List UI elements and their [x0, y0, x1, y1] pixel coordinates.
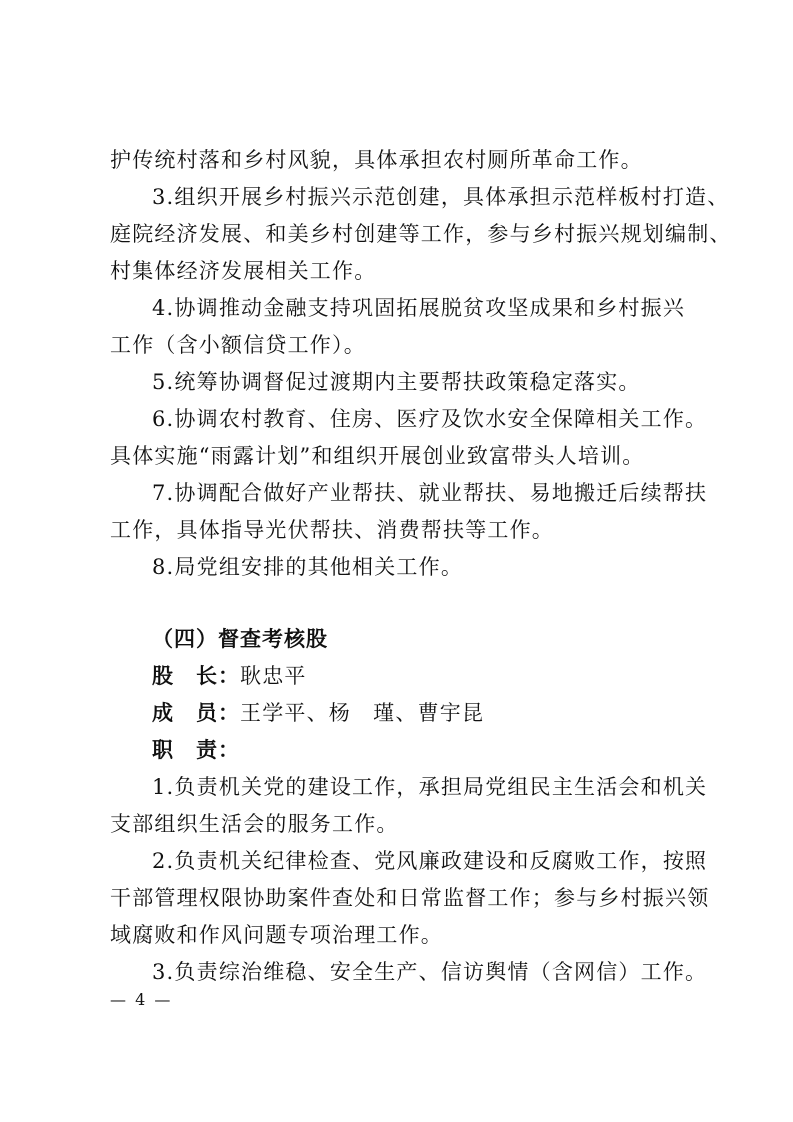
paragraph-line: 护传统村落和乡村风貌，具体承担农村厕所革命工作。: [110, 148, 643, 172]
duty-line: 干部管理权限协助案件查处和日常监督工作；参与乡村振兴领: [110, 886, 710, 910]
paragraph-line: 具体实施“雨露计划”和组织开展创业致富带头人培训。: [110, 444, 645, 468]
paragraph-line: 4.协调推动金融支持巩固拓展脱贫攻坚成果和乡村振兴: [152, 296, 686, 320]
head-label: 股 长：: [152, 664, 240, 688]
duties-label: 职 责：: [152, 738, 240, 762]
duty-line: 2.负责机关纪律检查、党风廉政建设和反腐败工作，按照: [152, 849, 708, 873]
duty-line: 域腐败和作风问题专项治理工作。: [110, 923, 443, 947]
paragraph-line: 庭院经济发展、和美乡村创建等工作，参与乡村振兴规划编制、: [110, 222, 732, 246]
paragraph-line: 工作（含小额信贷工作）。: [110, 333, 366, 357]
duty-line: 3.负责综治维稳、安全生产、信访舆情（含网信）工作。: [152, 960, 708, 984]
section-members-row: [152, 696, 700, 730]
paragraph-line: 8.局党组安排的其他相关工作。: [152, 555, 464, 579]
paragraph-line: 5.统筹协调督促过渡期内主要帮扶政策稳定落实。: [152, 370, 641, 394]
paragraph-line: 6.协调农村教育、住房、医疗及饮水安全保障相关工作。: [152, 407, 708, 431]
section-head-row: [152, 659, 700, 693]
section-duties-row: [152, 733, 700, 767]
section-title: （四）督查考核股: [152, 627, 328, 651]
head-value: 耿忠平: [240, 664, 307, 688]
paragraph-line: 村集体经济发展相关工作。: [110, 259, 377, 283]
page-number: — 4 —: [110, 990, 173, 1009]
duty-line: 1.负责机关党的建设工作，承担局党组民主生活会和机关: [152, 775, 708, 799]
members-value: 王学平、杨 瑾、曹宇昆: [240, 701, 485, 725]
paragraph-line: 7.协调配合做好产业帮扶、就业帮扶、易地搬迁后续帮扶: [152, 481, 708, 505]
duty-line: 支部组织生活会的服务工作。: [110, 812, 399, 836]
members-label: 成 员：: [152, 701, 240, 725]
paragraph-line: 3.组织开展乡村振兴示范创建，具体承担示范样板村打造、: [152, 185, 730, 209]
paragraph-line: 工作，具体指导光伏帮扶、消费帮扶等工作。: [110, 518, 554, 542]
